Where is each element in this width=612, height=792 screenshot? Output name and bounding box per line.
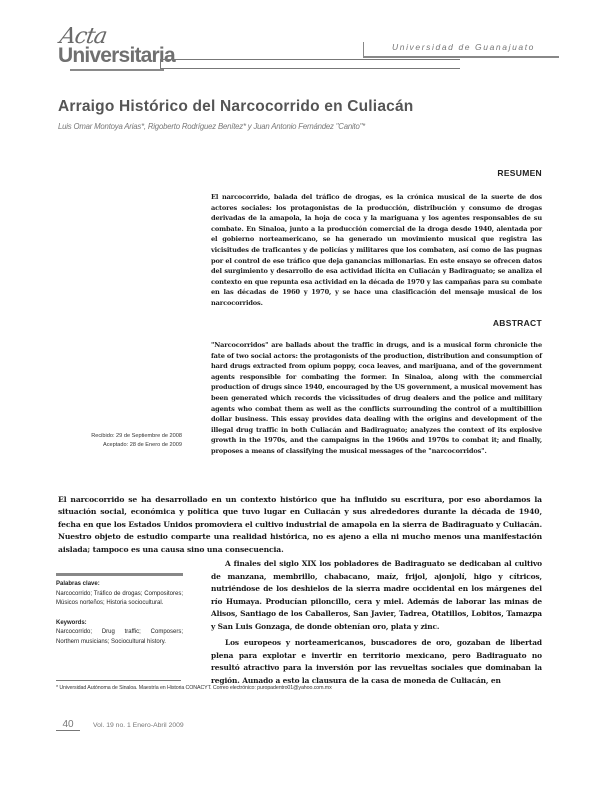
issue-info: Vol. 19 no. 1 Enero-Abril 2009 (93, 722, 184, 729)
header-divider (363, 42, 364, 56)
header-rule (363, 56, 559, 58)
abstract-text: "Narcocorridos" are ballads about the traffic in drugs, and is a musical form chronicle the fate of two social actors: the protagonists of the production, distribution and consumption of hard drugs extracted from opium poppy, coca leaves, and marijuana, and of the government agents responsible for combating the former. In Sinaloa, along with the commercial production of drugs since 1940, encouraged by the US government, a musical movement has been generated which records the vicissitudes of drug dealers and the police and military agents who combat them as well as the conflicts surrounding the control of a multibillion dollar business. This essay provides data dealing with the origins and development of the illegal drug traffic in both Culiacán and Badiraguato; analyzes the context of its explosive growth in the 1970s, and the campaigns in the 1960s and 1970s to combat it; and finally, proposes a means of classifying the musical messages of the "narcocorridos". (211, 341, 542, 455)
keywords-es-text: Narcocorrido; Tráfico de drogas; Compositores; Músicos norteños; Historia sociocultural. (56, 590, 183, 606)
keywords-en-text: Narcocorrido; Drug traffic; Composers; Northern musicians; Sociocultural history. (56, 629, 183, 645)
accepted-date: Aceptado: 28 de Enero de 2009 (103, 442, 182, 448)
logo-script-text: Acta (57, 24, 109, 49)
article-authors: Luis Omar Montoya Arias*, Rigoberto Rodríguez Benítez* y Juan Antonio Fernández "Canito"* (58, 122, 366, 131)
keywords-es-label: Palabras clave: (56, 581, 100, 587)
footnote-rule (56, 680, 181, 681)
logo-underline (70, 69, 164, 71)
keywords-en-label: Keywords: (56, 619, 87, 626)
footnote: * Universidad Autónoma de Sinaloa. Maestría en Historia CONACYT. Correo electrónico: puropadentro01@yahoo.com.mx (56, 685, 332, 691)
body-paragraph: Los europeos y norteamericanos, buscadores de oro, gozaban de libertad plena para explotar e invertir en territorio mexicano, pero Badiraguato no resultó atractivo para la inversión por las revueltas sociales que dominaban la región. Aunado a esto la clausura de la casa de moneda de Culiacán, en (211, 638, 542, 685)
header-rule-box (160, 59, 460, 69)
article-title: Arraigo Histórico del Narcocorrido en Culiacán (58, 98, 414, 115)
keywords-rule (56, 573, 183, 576)
body-column (211, 558, 542, 691)
journal-logo (57, 24, 175, 80)
logo-main-text: Universitaria (58, 44, 175, 67)
resumen-text: El narcocorrido, balada del tráfico de drogas, es la crónica musical de la suerte de dos actores sociales: los protagonistas de la producción, distribución y consumo de drogas derivadas de la amapola, la hoja de coca y la mariguana y los agentes responsables de su combate. En Sinaloa, junto a la producción comercial de la droga desde 1940, alentada por el gobierno norteamericano, se ha generado un movimiento musical que registra las vicisitudes de traficantes y de policías y militares que los combaten, así como de las pugnas por el control de ese tráfico que deja ganancias millonarias. En este ensayo se ofrecen datos del surgimiento y desarrollo de esa actividad ilícita en Culiacán y Badiraguato; se analiza el contexto en que repunta esa actividad en la década de 1970 y las campañas para su combate en las décadas de 1960 y 1970, y se hace una clasificación del mensaje musical de los narcocorridos. (211, 193, 542, 307)
page-number: 40 (56, 719, 80, 731)
resumen-heading: RESUMEN (497, 168, 542, 178)
abstract-heading: ABSTRACT (492, 318, 542, 328)
body-paragraph: A finales del siglo XIX los pobladores de Badiraguato se dedicaban al cultivo de manzana, membrillo, chabacano, maíz, frijol, ajonjolí, higo y cítricos, nutriéndose de los deshielos de la sierra madre occidental en los márgenes del río Humaya. Producían piloncillo, cera y miel. Además de laborar las minas de Alisos, Santiago de los Caballeros, San Javier, Tadrea, Otatillos, Lobitos, Tamazpa y San Luis Gonzaga, de donde obtenían oro, plata y zinc. (211, 559, 542, 631)
received-date: Recibido: 29 de Septiembre de 2008 (91, 433, 182, 439)
keywords-box (56, 580, 183, 657)
article-dates (91, 432, 182, 450)
institution-name: Universidad de Guanajuato (392, 42, 536, 52)
intro-paragraph: El narcocorrido se ha desarrollado en un contexto histórico que ha influido su escritura, por eso abordamos la situación social, económica y política que tuvo lugar en Culiacán y sus alrededores durante la década de 1940, fecha en que los Estados Unidos promoviera el cultivo industrial de amapola en la sierra de Badiraguato y Culiacán. Nuestro objeto de estudio comparte una realidad histórica, no es ajeno a ella ni mucho menos una manifestación aislada; tampoco es una causa sino una consecuencia. (58, 495, 542, 554)
